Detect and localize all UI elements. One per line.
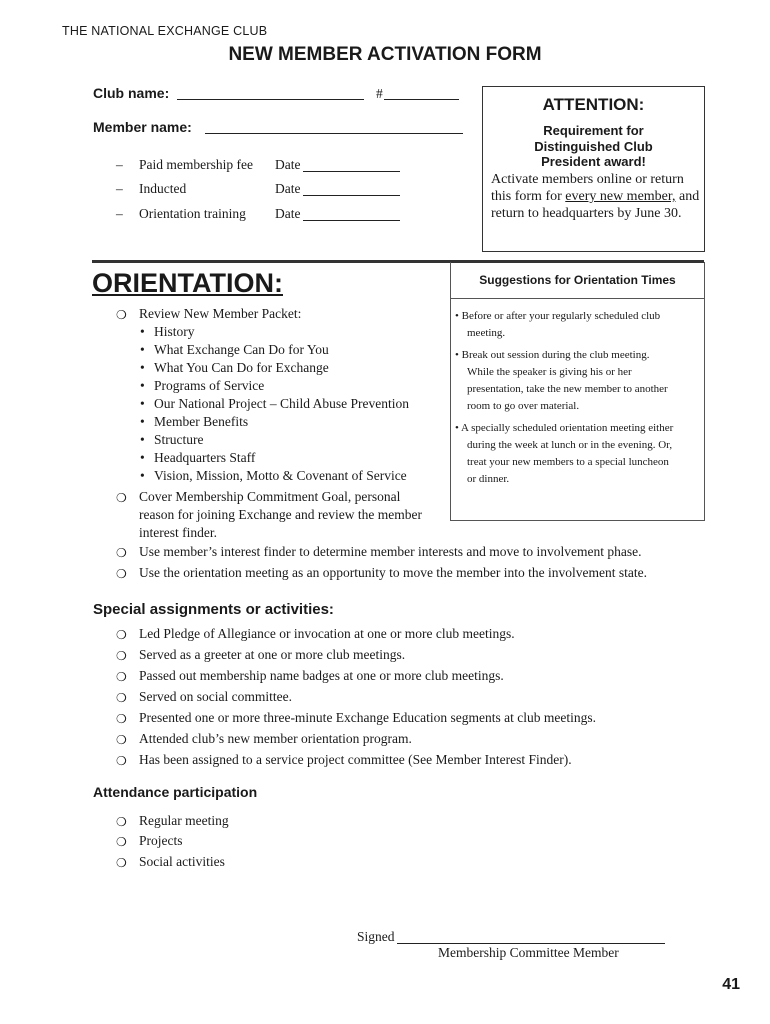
review-packet-label: Review New Member Packet: (139, 306, 302, 321)
date-label: Date (275, 206, 301, 221)
suggestion-line: • Before or after your regularly scheduled club (455, 310, 661, 322)
inducted-date-field[interactable] (303, 195, 400, 196)
bullet: • (140, 396, 145, 411)
signature-field[interactable] (397, 943, 665, 944)
packet-item: What Exchange Can Do for You (154, 342, 329, 357)
checkbox-review-packet[interactable]: ❍ (116, 308, 127, 322)
requirement-line: President award! (541, 154, 646, 169)
attention-body-emphasis: every new member, (565, 189, 676, 204)
bullet: • (140, 450, 145, 465)
suggestion-line: • A specially scheduled orientation meeting either (455, 422, 674, 434)
checkbox-commitment[interactable]: ❍ (116, 491, 127, 505)
checkbox-special[interactable]: ❍ (116, 733, 127, 747)
suggestion-line: or dinner. (467, 473, 510, 485)
bullet: • (140, 468, 145, 483)
suggestion-item (455, 308, 701, 342)
date-row-dash: – (116, 206, 123, 221)
checkbox-interest-finder[interactable]: ❍ (116, 546, 127, 560)
requirement-line: Requirement for (543, 123, 644, 138)
bullet: • (140, 324, 145, 339)
orientation-meeting-label: Use the orientation meeting as an opportunity to move the member into the involvement state. (139, 565, 648, 580)
suggestion-line: presentation, take the new member to another (467, 383, 668, 395)
suggestions-box (450, 262, 705, 521)
bullet: • (140, 414, 145, 429)
date-label: Date (275, 181, 301, 196)
attention-requirement (483, 123, 704, 170)
commitment-line: reason for joining Exchange and review the member (139, 507, 423, 522)
special-item: Presented one or more three-minute Exchange Education segments at club meetings. (139, 710, 596, 725)
suggestion-line: room to go over material. (467, 400, 580, 412)
packet-item: Structure (154, 432, 204, 447)
date-row-dash: – (116, 157, 123, 172)
club-number-field[interactable] (384, 99, 459, 100)
checkbox-special[interactable]: ❍ (116, 670, 127, 684)
suggestion-line: treat your new members to a special luncheon (467, 456, 669, 468)
bullet: • (140, 360, 145, 375)
club-number-label: # (376, 86, 383, 101)
interest-finder-label: Use member’s interest finder to determine member interests and move to involvement phase. (139, 544, 642, 559)
orientation-training-date-field[interactable] (303, 220, 400, 221)
club-name-field[interactable] (177, 99, 364, 100)
organization-name: THE NATIONAL EXCHANGE CLUB (62, 24, 268, 38)
packet-item: History (154, 324, 195, 339)
bullet: • (140, 432, 145, 447)
packet-item: Our National Project – Child Abuse Prevention (154, 396, 409, 411)
suggestion-item (455, 347, 701, 415)
attendance-item: Projects (139, 833, 183, 848)
suggestion-line: While the speaker is giving his or her (467, 366, 632, 378)
page-number: 41 (722, 976, 740, 993)
member-name-field[interactable] (205, 133, 463, 134)
attention-body-text: and return to headquarters by June 30. (491, 189, 700, 221)
attention-box (482, 86, 705, 252)
checkbox-special[interactable]: ❍ (116, 628, 127, 642)
date-row-dash: – (116, 181, 123, 196)
signed-label: Signed (357, 929, 395, 944)
paid-fee-date-field[interactable] (303, 171, 400, 172)
suggestion-line: meeting. (467, 327, 506, 339)
attention-body-text: Activate members online or return this form for (491, 172, 684, 204)
special-assignments-title: Special assignments or activities: (93, 601, 334, 618)
inducted-label: Inducted (139, 181, 187, 196)
suggestion-line: during the week at lunch or in the evening. Or, (467, 439, 673, 451)
orientation-title: ORIENTATION: (92, 268, 283, 298)
signature-caption: Membership Committee Member (438, 945, 619, 960)
checkbox-orientation-meeting[interactable]: ❍ (116, 567, 127, 581)
checkbox-special[interactable]: ❍ (116, 754, 127, 768)
attendance-title: Attendance participation (93, 784, 258, 800)
date-label: Date (275, 157, 301, 172)
requirement-line: Distinguished Club (534, 138, 653, 154)
checkbox-attendance[interactable]: ❍ (116, 856, 127, 870)
member-name-label: Member name: (93, 119, 192, 135)
packet-item: Member Benefits (154, 414, 249, 429)
packet-item: Vision, Mission, Motto & Covenant of Service (154, 468, 407, 483)
special-item: Passed out membership name badges at one or more club meetings. (139, 668, 504, 683)
checkbox-special[interactable]: ❍ (116, 691, 127, 705)
attendance-item: Regular meeting (139, 813, 229, 828)
special-item: Served as a greeter at one or more club meetings. (139, 647, 406, 662)
checkbox-attendance[interactable]: ❍ (116, 815, 127, 829)
packet-item: What You Can Do for Exchange (154, 360, 329, 375)
packet-item: Programs of Service (154, 378, 265, 393)
suggestions-title: Suggestions for Orientation Times (451, 262, 704, 299)
checkbox-special[interactable]: ❍ (116, 649, 127, 663)
checkbox-special[interactable]: ❍ (116, 712, 127, 726)
special-item: Served on social committee. (139, 689, 292, 704)
attendance-item: Social activities (139, 854, 225, 869)
attention-title: ATTENTION: (542, 95, 645, 114)
attention-body (491, 171, 701, 222)
bullet: • (140, 342, 145, 357)
special-item: Led Pledge of Allegiance or invocation at one or more club meetings. (139, 626, 515, 641)
commitment-line: interest finder. (139, 525, 217, 540)
form-title: NEW MEMBER ACTIVATION FORM (228, 44, 542, 65)
bullet: • (140, 378, 145, 393)
checkbox-attendance[interactable]: ❍ (116, 835, 127, 849)
commitment-line: Cover Membership Commitment Goal, personal (139, 489, 401, 504)
suggestion-item (455, 420, 701, 488)
paid-fee-label: Paid membership fee (139, 157, 253, 172)
club-name-label: Club name: (93, 85, 170, 101)
suggestion-line: • Break out session during the club meeting. (455, 349, 650, 361)
packet-item: Headquarters Staff (154, 450, 256, 465)
special-item: Attended club’s new member orientation program. (139, 731, 412, 746)
special-item: Has been assigned to a service project committee (See Member Interest Finder). (139, 752, 572, 767)
orientation-training-label: Orientation training (139, 206, 246, 221)
